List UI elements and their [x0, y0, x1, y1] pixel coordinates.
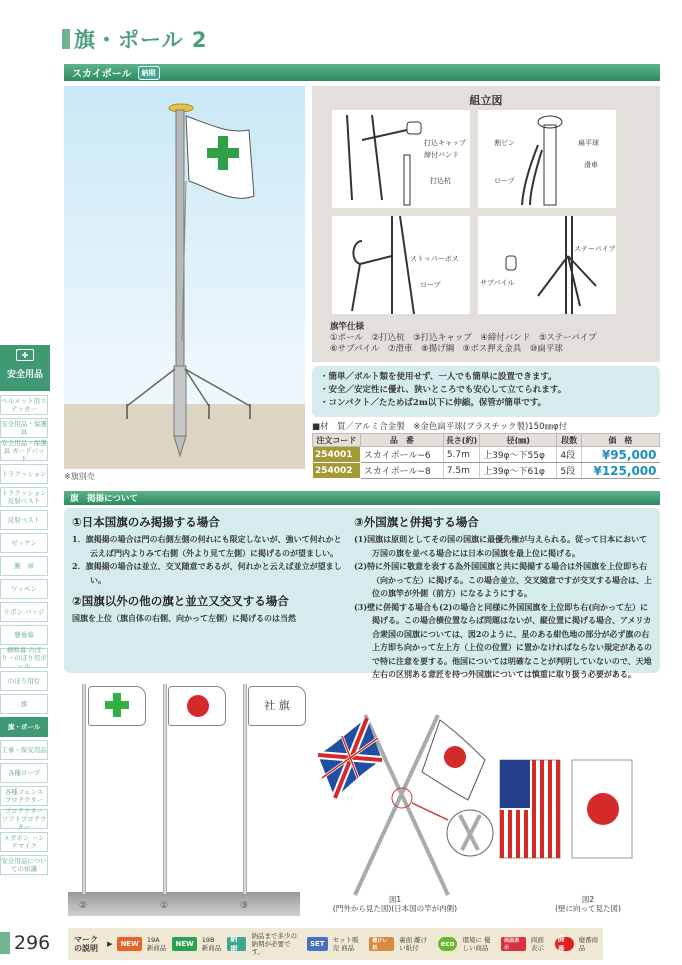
- mark-legend: [68, 928, 603, 960]
- lead-time-icon: 納期: [227, 937, 246, 951]
- table-row: [313, 463, 660, 479]
- company-flag-icon: 社 旗: [248, 686, 306, 726]
- sidebar-item[interactable]: 腕 章: [0, 556, 48, 576]
- pole-number: ①: [160, 901, 169, 911]
- rule-item: (1)国旗は原則としてその国の国旗に最優先権が与えられる。従って日本において万国の旗を並べる場合には日本の国旗を最上位に掲げる。: [354, 534, 648, 558]
- ground-strip: [68, 892, 300, 916]
- sidebar-item[interactable]: 各種フェンス プロテクター: [0, 786, 48, 806]
- label-sub-pile: サブパイル: [480, 279, 515, 287]
- pole-spec: [330, 322, 597, 355]
- sidebar-nav: [0, 395, 50, 878]
- label-stay-pipe: ステーパイプ: [574, 245, 616, 253]
- sidebar-item[interactable]: 工事・保安用品: [0, 740, 48, 760]
- sidebar-item[interactable]: 旗: [0, 694, 48, 714]
- sidebar-item[interactable]: 反射ベスト: [0, 510, 48, 530]
- legend-text: 19A 新商品: [146, 936, 167, 952]
- flag-etiquette-box: [64, 508, 660, 679]
- helmet-icon: ✚: [16, 349, 34, 361]
- double-sided-icon: 両面表示: [501, 937, 526, 951]
- table-row: [313, 447, 660, 463]
- label-rope-2: ロープ: [420, 281, 441, 289]
- japan-flag-vertical-icon: [572, 760, 632, 858]
- discontinued-icon: 廃番: [555, 937, 574, 951]
- col-stages: 段数: [557, 434, 581, 447]
- model: スカイポール−8: [360, 463, 443, 479]
- pole-1: [163, 684, 167, 894]
- col-diameter: 径(㎜): [480, 434, 557, 447]
- sidebar-item[interactable]: リボン バッジ: [0, 602, 48, 622]
- feature-item: ・コンパクト／たためば2m以下に伸縮。保管が簡単です。: [320, 398, 547, 408]
- sidebar-item[interactable]: トラクッション: [0, 464, 48, 484]
- order-code: 254001: [313, 447, 361, 463]
- sidebar-item[interactable]: ヘルメット用ステッカー: [1, 397, 47, 413]
- legend-title: マークの説明: [74, 935, 98, 953]
- col-price: 価 格: [581, 434, 659, 447]
- assembly-title: 組立図: [469, 94, 503, 107]
- sidebar-item[interactable]: ワッペン: [0, 579, 48, 599]
- pole-top-icon: [478, 110, 616, 208]
- sidebar-item[interactable]: プロテクター ソフトプロテクター: [1, 807, 47, 831]
- set-icon: SET: [307, 937, 328, 951]
- col-order-code: 注文コード: [313, 434, 361, 447]
- stages: 4段: [557, 447, 581, 463]
- pole-3: [243, 684, 247, 894]
- model: スカイポール−6: [360, 447, 443, 463]
- label-split-pin: 割ピン: [494, 139, 515, 147]
- figure-1-title: 図1: [388, 895, 402, 904]
- label-pulley: 滑車: [584, 161, 598, 169]
- sidebar-category-safety[interactable]: [0, 345, 50, 391]
- flag-sold-separately-note: ※旗別売: [64, 472, 95, 481]
- etiquette-column-1: [72, 514, 344, 626]
- assembly-step-1: [332, 110, 470, 208]
- label-stake: 打込杭: [430, 177, 451, 185]
- eco-icon: eco: [438, 937, 458, 951]
- japan-flag-icon: [168, 686, 226, 726]
- order-code: 254002: [313, 463, 361, 479]
- page-title-text: 旗・ポール 2: [74, 28, 208, 52]
- feature-item: ・安全／安定性に優れ、狭いところでも安心して立てられます。: [320, 385, 567, 395]
- pole-number: ③: [240, 901, 249, 911]
- rule-item: (2)特に外国に敬意を表する為外国国旗と共に掲揚する場合は外国旗を上位即ち右（向かって左）に掲げる。この場合並立、交叉随意ですが交叉する場合は、上位の旗竿が外側（前方）になるようにする。: [354, 561, 652, 598]
- sidebar-item[interactable]: 横断幕 のぼり・のぼり用ポール: [1, 646, 47, 670]
- figure-2-caption: [548, 895, 628, 913]
- col-model: 品 番: [360, 434, 443, 447]
- figure-1-caption: [330, 895, 460, 913]
- legend-text: 裏面 離けい紙付: [399, 936, 428, 952]
- sidebar-category-label: 安全用品: [6, 370, 43, 380]
- diameter: 上39φ〜下61φ: [480, 463, 557, 479]
- legend-text: 19B 新商品: [201, 936, 222, 952]
- rule-text: 国旗を上位（旗自体の右側、向かって左側）に掲げるのは当然: [72, 613, 296, 623]
- sidebar-item[interactable]: のぼり用台: [0, 671, 48, 691]
- rule-item: 2．旗掲揚の場合は並立、交叉随意であるが、何れかと云えば並立が望ましい。: [72, 561, 342, 585]
- safety-cross-flag-icon: [88, 686, 146, 726]
- us-flag-icon: [500, 760, 560, 858]
- assembly-diagram: [312, 86, 660, 362]
- stages: 5段: [557, 463, 581, 479]
- price: ¥95,000: [581, 447, 659, 463]
- label-band: 締付バンド: [424, 151, 459, 159]
- material-spec: ■材 質／アルミ合金製 ※金色扁平球(プラスチック製)150㎜φ付: [312, 422, 568, 432]
- col-length: 長さ(約): [443, 434, 479, 447]
- heading-other-flags: ②国旗以外の他の旗と並立又交叉する場合: [72, 594, 289, 608]
- japan-flag-sun-icon: [444, 746, 466, 768]
- heading-japan-flag-only: ①日本国旗のみ掲揚する場合: [72, 515, 220, 529]
- etiquette-column-2: [354, 514, 654, 682]
- product-illustration: [64, 86, 305, 469]
- flag-etiquette-header: 旗 掲揚について: [64, 491, 660, 505]
- sidebar-item[interactable]: 安全用品・保護具 ガードパッド: [1, 439, 47, 463]
- sky-pole-icon: [64, 86, 305, 469]
- rule-item: 1．旗掲揚の場合は門の右側左側の何れにも限定しないが、強いて何れかと云えば門内よりみて右側（外より見て左側）に掲げるのが望ましい。: [72, 534, 342, 558]
- legend-text: 廃番商品: [578, 936, 599, 952]
- page-number: 296: [14, 932, 51, 954]
- product-table: [312, 433, 660, 479]
- figure-2-title: 図2: [581, 895, 595, 904]
- new-19b-icon: NEW: [172, 937, 196, 951]
- sidebar-item[interactable]: 各種ロープ: [0, 763, 48, 783]
- page-number-accent: [0, 932, 10, 954]
- feature-item: ・簡単／ボルト類を使用せず、一人でも簡単に設置できます。: [320, 372, 557, 382]
- legend-text: 両面 表示: [530, 936, 544, 952]
- legend-text: 納品まで多少の 納期が必要です。: [251, 932, 297, 956]
- label-drive-cap: 打込キャップ: [424, 139, 466, 147]
- length: 5.7m: [443, 447, 479, 463]
- assembly-step-2: [478, 110, 616, 208]
- pole-2: [82, 684, 86, 894]
- legend-text: 環境に 優しい商品: [462, 936, 491, 952]
- heading-foreign-flags: ③外国旗と併掲する場合: [354, 515, 479, 529]
- label-stopper-boss: ストッパーボス: [410, 255, 459, 263]
- crossed-flags-icon: [310, 700, 650, 900]
- new-19a-icon: NEW: [117, 937, 141, 951]
- assembly-step-4: [478, 216, 616, 314]
- page-title: [62, 24, 208, 54]
- product-name: スカイポール: [72, 69, 132, 80]
- price: ¥125,000: [581, 463, 659, 479]
- person-raising-pole-icon: [332, 216, 470, 314]
- title-accent-bar: [62, 29, 70, 49]
- release-paper-icon: 離けい紙: [369, 937, 394, 951]
- diameter: 上39φ〜下55φ: [480, 447, 557, 463]
- label-rope: ロープ: [494, 177, 515, 185]
- sidebar-item[interactable]: トラクッション 反射ベスト: [1, 489, 47, 505]
- sidebar-item[interactable]: 安全用品・保護具: [1, 420, 47, 436]
- sidebar-item[interactable]: メガホン ハンドマイク: [0, 832, 48, 852]
- table-header-row: [313, 434, 660, 447]
- length: 7.5m: [443, 463, 479, 479]
- arrow-right-icon: ▶: [107, 940, 113, 948]
- stay-pipe-icon: [478, 216, 616, 314]
- lead-time-badge-icon: 納期: [138, 66, 160, 80]
- sidebar-item[interactable]: 懸垂幕: [0, 625, 48, 645]
- spec-line-1: ①ポール ②打込杭 ③打込キャップ ④締付バンド ⑤ステーパイプ: [330, 333, 597, 343]
- label-flat-ball: 扁平球: [578, 139, 599, 147]
- rule-item: (3)壁に併掲する場合も(2)の場合と同様に外国国旗を上位即ち右(向かって左）に掲げる。この場合横位置ならば問題はないが、縦位置に掲げる場合、アメリカ合衆国の国旗については、図2のように、星のある紺色地の部分が必ず旗の右上方即ち向かって左上方（上位の位置）に置かなければならない規定があるので特に注意を要する。他国については明確なことが判明していないので、天地左右の区別ある意匠を持つ外国旗については慎重に取り扱う必要がある。: [354, 601, 652, 679]
- features-box: [312, 366, 660, 417]
- sidebar-item[interactable]: 安全用品についての知識: [1, 857, 47, 873]
- sidebar-item[interactable]: ゼッケン: [0, 533, 48, 553]
- spec-line-2: ⑥サブパイル ⑦滑車 ⑧揚げ綱 ⑨ボス押え金具 ⑩扁平球: [330, 344, 563, 354]
- product-section-header: [64, 64, 660, 81]
- assembly-step-3: [332, 216, 470, 314]
- legend-text: セット販売 商品: [332, 936, 359, 952]
- sidebar-item-active[interactable]: 旗・ポール: [0, 717, 48, 737]
- figure-2-text: (壁に向って見た図): [555, 904, 621, 913]
- figure-1-text: (門外から見た図)(日本国の竿が内側): [332, 904, 458, 913]
- spec-title: 旗竿仕様: [330, 322, 365, 332]
- pole-number: ②: [79, 901, 88, 911]
